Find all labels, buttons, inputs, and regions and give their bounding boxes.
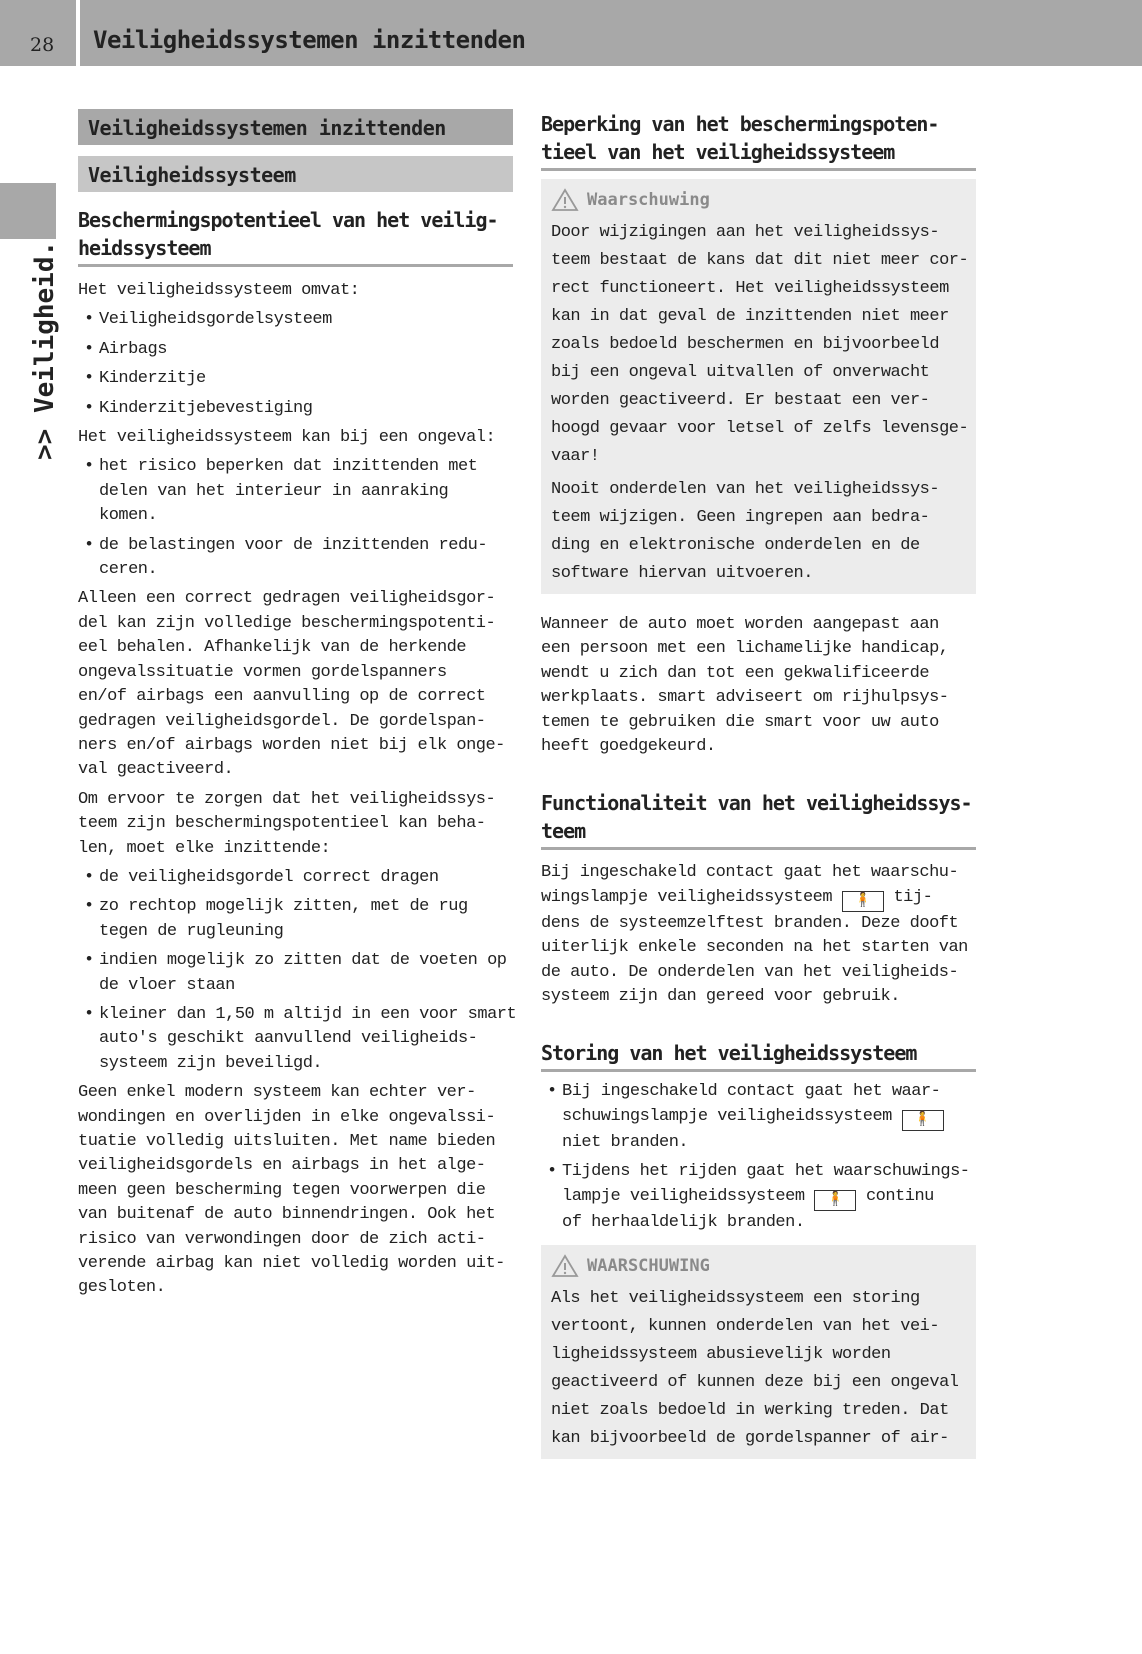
paragraph: Om ervoor te zorgen dat het veiligheidssys- teem zijn beschermingspotentieel kan beha- len, moet elke inzittende: [78, 789, 496, 858]
list-item: • kleiner dan 1,50 m altijd in een voor smart auto's geschikt aanvullend veiligheids- systeem zijn beveiligd. [78, 1003, 513, 1076]
warning-triangle-icon [551, 188, 579, 212]
chapter-tab-marker [0, 183, 56, 239]
paragraph: Geen enkel modern systeem kan echter ver- wondingen en overlijden in elke ongevalssi- tuatie volledig uitsluiten. Met name bieden veiligheidsgordels en airbags in het alge- meen geen bescherming tegen voorwerpen die van buitenaf de auto binnendringen. Ook het risico van verwondingen door de zich acti- verende airbag kan niet volledig worden uit- gesloten. [78, 1083, 505, 1298]
text: Bij ingeschakeld contact gaat het waarschu- wingslampje veiligheidssysteem [541, 863, 959, 907]
list-item: • Airbags [78, 338, 513, 362]
heading-functionality: Functionaliteit van het veiligheidssys- teem [541, 789, 976, 850]
section-title: Veiligheidssystemen inzittenden [78, 109, 513, 145]
warning-text: Als het veiligheidssysteem een storing vertoont, kunnen onderdelen van het vei- ligheidssysteem abusievelijk worden geactiveerd of kunnen deze bij een ongeval niet zoals bedoeld in werking treden. Dat kan bijvoorbeeld de gordelspanner of air- [551, 1289, 959, 1449]
list-item: • de belastingen voor de inzittenden redu- ceren. [78, 534, 513, 583]
list-item [541, 1160, 976, 1235]
list-item: • Kinderzitje [78, 367, 513, 391]
list-system-components [78, 308, 513, 421]
paragraph [541, 861, 976, 1009]
page-header [80, 0, 1142, 66]
paragraph: Het veiligheidssysteem kan bij een ongeval: [78, 428, 496, 448]
airbag-warning-lamp-icon: 🧍 [814, 1190, 856, 1211]
page-number: 28 [30, 34, 55, 56]
subsection-title: Veiligheidssysteem [78, 156, 513, 192]
paragraph: Wanneer de auto moet worden aangepast aan een persoon met een lichamelijke handicap, wendt u zich dan tot een gekwalificeerde werkplaats. smart adviseert om rijhulpsys- temen te gebruiken die smart voor uw auto heeft goedgekeurd. [541, 615, 949, 757]
warning-title: WAARSCHUWING [587, 1256, 710, 1277]
warning-box [541, 179, 976, 594]
heading-protection-potential: Beschermingspotentieel van het veilig- heidssysteem [78, 206, 513, 267]
text: tij- dens de systeemzelftest branden. Deze dooft uiterlijk enkele seconden na het starten van de auto. De onderdelen van het veiligheids- systeem zijn dan gereed voor gebruik. [541, 887, 968, 1007]
chapter-tab-label: >> Veiligheid. [30, 240, 60, 460]
heading-malfunction: Storing van het veiligheidssysteem [541, 1039, 976, 1072]
text: continu of herhaaldelijk branden. [562, 1186, 934, 1232]
warning-text: Door wijzigingen aan het veiligheidssys- teem bestaat de kans dat dit niet meer cor- rect functioneert. Het veiligheidssysteem kan in dat geval de inzittenden niet meer zoals bedoeld beschermen en bijvoorbeeld bij een ongeval uitvallen of onverwacht worden geactiveerd. Er bestaat een ver- hoogd gevaar voor letsel of zelfs levensge- vaar! [551, 223, 969, 466]
list-item [541, 1080, 976, 1155]
left-column [78, 109, 517, 1301]
warning-text: Nooit onderdelen van het veiligheidssys- teem wijzigen. Geen ingrepen aan bedra- ding en elektronische onderdelen en de software hiervan uitvoeren. [551, 480, 940, 583]
airbag-warning-lamp-icon: 🧍 [842, 891, 884, 912]
list-malfunction-signs [541, 1080, 976, 1235]
airbag-warning-lamp-icon: 🧍 [902, 1110, 944, 1131]
warning-title: Waarschuwing [587, 190, 710, 210]
list-item: • Veiligheidsgordelsysteem [78, 308, 513, 332]
list-occupant-requirements [78, 866, 517, 1076]
list-accident-effects [78, 455, 513, 582]
paragraph: Het veiligheidssysteem omvat: [78, 281, 360, 300]
page-title: Veiligheidssystemen inzittenden [93, 26, 526, 54]
list-item: • het risico beperken dat inzittenden met delen van het interieur in aanraking komen. [78, 455, 513, 528]
paragraph: Alleen een correct gedragen veiligheidsgor- del kan zijn volledige beschermingspotenti- eel behalen. Afhankelijk van de herkende ongevalssituatie vormen gordelspanners en/of airbags een aanvulling op de correct gedragen veiligheidsgordel. De gordelspan- ners en/of airbags worden niet bij elk onge- val geactiveerd. [78, 589, 505, 780]
right-column [541, 110, 976, 1459]
list-item: • Kinderzitjebevestiging [78, 397, 513, 421]
list-item: • indien mogelijk zo zitten dat de voeten op de vloer staan [78, 949, 513, 998]
text: niet branden. [562, 1132, 689, 1152]
warning-triangle-icon [551, 1254, 579, 1278]
page-number-box [0, 0, 76, 66]
list-item: • zo rechtop mogelijk zitten, met de rug tegen de rugleuning [78, 895, 513, 944]
list-item: • de veiligheidsgordel correct dragen [78, 866, 513, 890]
text: Tijdens het rijden gaat het waarschuwings- lampje veiligheidssysteem [562, 1162, 970, 1206]
text: Bij ingeschakeld contact gaat het waar- schuwingslampje veiligheidssysteem [562, 1082, 941, 1126]
heading-limitation: Beperking van het beschermingspoten- tieel van het veiligheidssysteem [541, 110, 976, 171]
warning-box [541, 1245, 976, 1459]
